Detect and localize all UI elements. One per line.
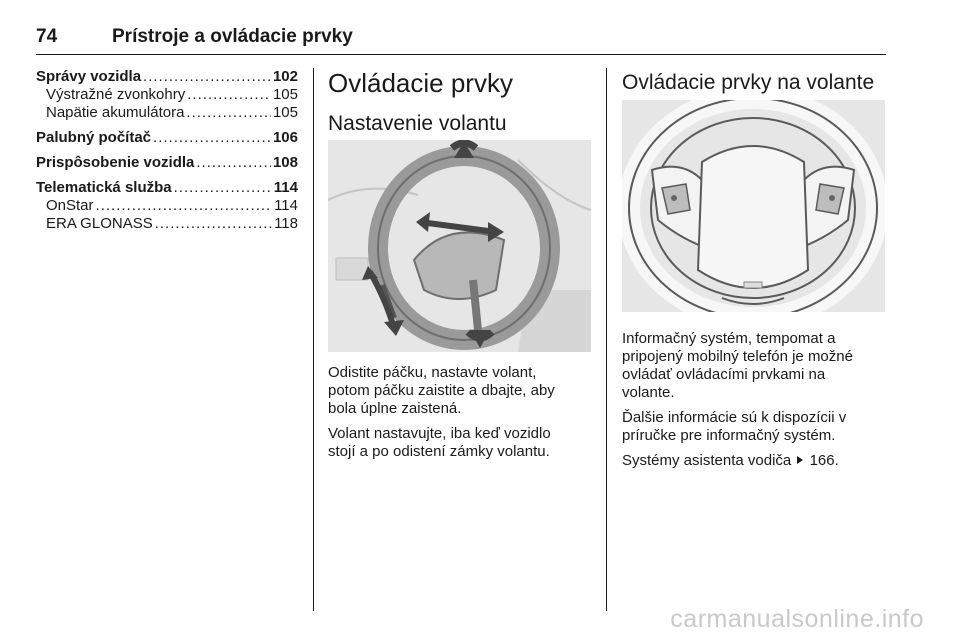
toc-page: 114: [273, 179, 298, 196]
section-heading: Ovládacie prvky: [328, 68, 513, 98]
toc-entry[interactable]: [36, 86, 298, 104]
toc-page: 108: [272, 154, 298, 171]
toc-entry[interactable]: [36, 68, 298, 86]
toc-entry[interactable]: [36, 179, 298, 197]
toc-label: Správy vozidla: [36, 68, 142, 85]
toc-label: OnStar: [46, 197, 94, 214]
page-number: 74: [36, 26, 58, 47]
toc-label: ERA GLONASS: [46, 215, 153, 232]
steering-wheel-adjust-illustration: [328, 140, 591, 352]
toc-page: 118: [274, 215, 298, 232]
controls-more-info: Ďalšie informácie sú k dispozícii v príručke pre informačný systém.: [622, 409, 847, 444]
controls-description: Informačný systém, tempomat a pripojený mobilný telefón je možné ovládať ovládacími prvkami na volante.: [622, 330, 853, 401]
toc-label: Prispôsobenie vozidla: [36, 154, 195, 171]
adjustment-text: [328, 364, 592, 461]
watermark: carmanualsonline.info: [670, 605, 924, 633]
page-reference-icon: [797, 456, 803, 464]
page-title: Prístroje a ovládacie prvky: [112, 26, 353, 47]
page-header: [36, 24, 886, 55]
toc-page: 102: [272, 68, 298, 85]
section-heading: Ovládacie prvky na volante: [622, 71, 875, 94]
table-of-contents: [36, 68, 298, 233]
toc-label: Napätie akumulátora: [46, 104, 185, 121]
adjust-instructions: Odistite páčku, nastavte volant, potom páčku zaistite a dbajte, aby bola úplne zaistená.: [328, 364, 555, 417]
column-steering-controls: [622, 68, 884, 98]
steering-controls-figure: [622, 100, 885, 312]
toc-entry[interactable]: [36, 104, 298, 122]
driver-assist-reference: Systémy asistenta vodiča 166.: [622, 452, 839, 469]
page-reference-link[interactable]: 166.: [809, 452, 839, 469]
column-divider: [606, 68, 607, 611]
column-steering-adjustment: [328, 68, 592, 137]
subsection-heading: Nastavenie volantu: [328, 112, 507, 135]
toc-page: 106: [272, 129, 298, 146]
adjust-warning: Volant nastavujte, iba keď vozidlo stojí a po odistení zámky volantu.: [328, 425, 551, 460]
toc-page: 114: [274, 197, 298, 214]
toc-label: Telematická služba: [36, 179, 172, 196]
steering-adjustment-figure: [328, 140, 591, 352]
toc-label: Výstražné zvonkohry: [46, 86, 186, 103]
steering-wheel-controls-illustration: [622, 100, 885, 312]
toc-entry[interactable]: [36, 154, 298, 172]
toc-entry[interactable]: [36, 197, 298, 215]
toc-entry[interactable]: [36, 215, 298, 233]
toc-page: 105: [272, 86, 298, 103]
toc-entry[interactable]: [36, 129, 298, 147]
toc-page: 105: [272, 104, 298, 121]
column-divider: [313, 68, 314, 611]
controls-text: [622, 330, 884, 470]
toc-label: Palubný počítač: [36, 129, 152, 146]
